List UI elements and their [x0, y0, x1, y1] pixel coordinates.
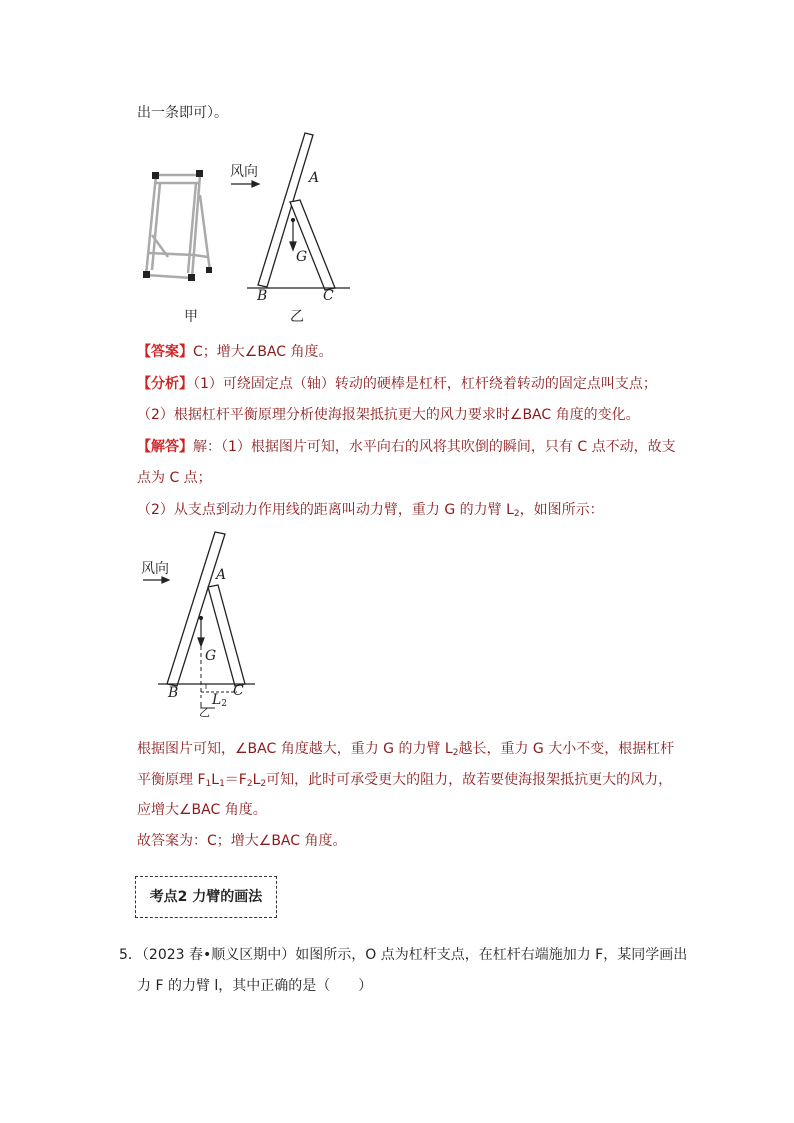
conclusion-text-2d: L — [252, 772, 261, 788]
conclusion-text-1b: 越长，重力 G 大小不变，根据杠杆 — [458, 741, 675, 757]
conclusion-sub-f2: 2 — [246, 779, 253, 789]
short-board — [290, 200, 335, 290]
point-c-label-2: C — [233, 683, 244, 699]
poster-stand-drawing — [146, 175, 210, 278]
answer-text: C；增大∠BAC 角度。 — [193, 344, 333, 360]
conclusion-text-1a: 根据图片可知，∠BAC 角度越大，重力 G 的力臂 L — [137, 741, 453, 757]
analysis-text-1: （1）可绕固定点（轴）转动的硬棒是杠杆，杠杆绕着转动的固定点叫支点； — [193, 376, 657, 392]
force-g-label-2: G — [205, 648, 217, 664]
solution-text-3b: ，如图所示： — [519, 502, 604, 518]
question-5-line-2: 力 F 的力臂 l，其中正确的是（ ） — [137, 978, 373, 994]
conclusion-text-2c: ＝F — [224, 772, 247, 788]
solution-line-2: 点为 C 点； — [137, 470, 212, 486]
analysis-tag: 【分析】 — [137, 376, 193, 392]
section-heading-box: 考点2 力臂的画法 — [135, 876, 277, 918]
answer-line — [137, 342, 333, 362]
force-g-label-1: G — [296, 249, 308, 265]
lever-diagram-yi — [225, 130, 355, 305]
gravity-arrow-2 — [198, 617, 204, 647]
point-a-label-2: A — [216, 567, 227, 583]
solution-text-3a: （2）从支点到动力作用线的距离叫动力臂，重力 G 的力臂 L — [137, 502, 514, 518]
solution-tag: 【解答】 — [137, 439, 193, 455]
analysis-line-1 — [137, 374, 657, 394]
point-c-label-1: C — [323, 288, 334, 304]
solution-text-1: 解：（1）根据图片可知，水平向右的风将其吹倒的瞬间，只有 C 点不动，故支 — [193, 439, 676, 455]
wind-arrow — [231, 181, 259, 187]
gravity-arrow — [290, 219, 296, 251]
conclusion-text-2b: L — [211, 772, 220, 788]
conclusion-line-3: 应增大∠BAC 角度。 — [137, 802, 267, 818]
figure-label-yi: 乙 — [290, 309, 304, 325]
conclusion-sub-1: 2 — [452, 748, 459, 758]
intro-line: 出一条即可）。 — [137, 105, 228, 121]
conclusion-line-2 — [137, 770, 672, 794]
arm-label: L — [212, 692, 222, 708]
solution-sub-2: 2 — [513, 509, 520, 519]
wind-label-2: 风向 — [141, 561, 169, 577]
arm-sub: 2 — [221, 699, 228, 709]
arm-bracket-label: 乙 — [199, 706, 210, 719]
question-5-line-1: 5．（2023 春•顺义区期中）如图所示，O 点为杠杆支点，在杠杆右端施加力 F，某同学画出 — [119, 947, 688, 963]
conclusion-text-2e: 可知，此时可承受更大的阻力，故若要使海报架抵抗更大的风力， — [266, 772, 673, 788]
wind-label-1: 风向 — [230, 164, 258, 180]
arm-label-l2 — [212, 692, 227, 709]
conclusion-sub-l1: 1 — [219, 779, 225, 789]
final-answer-line: 故答案为：C；增大∠BAC 角度。 — [137, 833, 347, 849]
point-b-label-2: B — [168, 685, 179, 701]
poster-stand-figure-jia — [138, 165, 218, 295]
conclusion-line-1 — [137, 739, 674, 763]
solution-line-1 — [137, 437, 676, 457]
short-board-2 — [208, 585, 245, 686]
point-b-label-1: B — [257, 288, 268, 304]
solution-line-3 — [137, 500, 604, 524]
figure-label-jia: 甲 — [184, 309, 198, 325]
answer-tag: 【答案】 — [137, 344, 193, 360]
right-angle-mark — [201, 684, 206, 689]
conclusion-text-2a: 平衡原理 F — [137, 772, 206, 788]
point-a-label-1: A — [309, 170, 320, 186]
conclusion-sub-l2: 2 — [260, 779, 267, 789]
analysis-line-2: （2）根据杠杆平衡原理分析使海报架抵抗更大的风力要求时∠BAC 角度的变化。 — [137, 407, 640, 423]
conclusion-sub-f1: 1 — [205, 779, 212, 789]
